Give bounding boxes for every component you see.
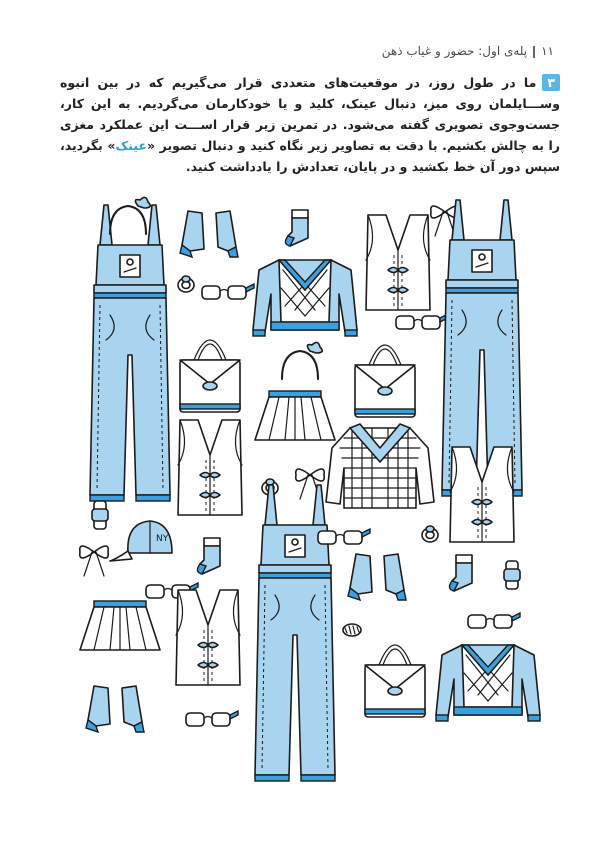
instruction-text-before: ما در طول روز، در موقعیت‌های متعددی قرار می‌گیریم که در بین انبوه وســـایلمان روی میز، دنبال عینک، کلید و یا خودکارمان می‌گردیم. به این کار، جست‌وجوی تصویری گفته می‌شود. در تمرین زیر قرار اســـت این عملکرد مغزی را به چالش بکشیم. با دقت به تصاویر زیر نگاه کنید و دنبال تصویر « [60, 75, 560, 153]
plaid-jacket-icon [326, 424, 434, 508]
vest-icon [366, 215, 430, 310]
watch-icon [504, 561, 520, 589]
ankle-boots-icon [180, 211, 238, 257]
skirt-icon [255, 391, 335, 440]
ring-icon [422, 526, 438, 542]
glasses-icon [186, 711, 238, 726]
highlight-word: عینک [115, 138, 148, 153]
headband-icon [282, 342, 322, 379]
glasses-icon [202, 284, 254, 299]
watch-icon [92, 501, 108, 529]
overalls-icon [255, 485, 335, 781]
vest-icon [178, 420, 242, 515]
instruction-text-after: » بگردید، سپس دور آن خط بکشید و در پایان، تعدادش را یادداشت کنید. [60, 138, 560, 174]
handbag-icon [365, 645, 425, 717]
bracelet-icon [343, 624, 361, 636]
vest-icon [176, 590, 240, 685]
header-divider [533, 46, 535, 58]
page-header [382, 44, 560, 58]
glasses-icon [318, 529, 370, 544]
exercise-instructions [60, 72, 560, 177]
exercise-number-badge: ۳ [542, 74, 560, 91]
handbag-icon [180, 340, 240, 412]
sock-icon [285, 210, 308, 246]
ankle-boots-icon [348, 554, 406, 600]
ankle-boots-icon [86, 686, 144, 732]
sweater-icon [253, 260, 357, 336]
search-illustration: NY [0, 190, 600, 770]
headband-icon [110, 197, 150, 234]
cap-icon [110, 521, 172, 561]
ring-icon [178, 276, 194, 292]
sock-icon [449, 555, 472, 591]
vest-icon [450, 447, 514, 542]
sweater-icon [436, 645, 540, 721]
glasses-icon [468, 613, 520, 628]
bow-icon [80, 546, 108, 576]
skirt-icon [80, 601, 160, 650]
page-number: ۱۱ [541, 44, 554, 58]
chapter-title: پله‌ی اول: حضور و غیاب ذهن [381, 44, 528, 58]
handbag-icon [355, 345, 415, 417]
glasses-icon [396, 314, 448, 329]
sock-icon [197, 538, 220, 574]
overalls-icon [90, 205, 170, 501]
